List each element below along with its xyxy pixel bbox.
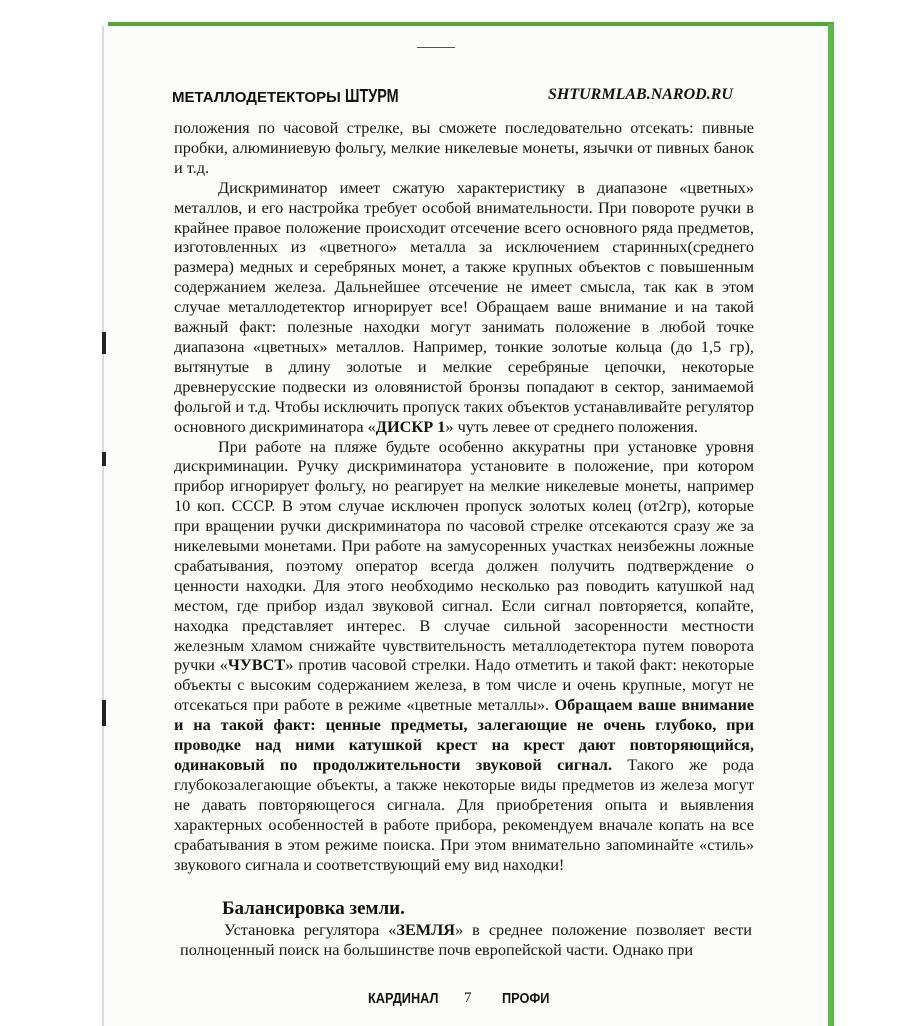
header-brand: ШТУРМ — [344, 86, 399, 106]
binding-mark — [102, 700, 106, 726]
top-dash — [417, 47, 455, 48]
paragraph-3-mid: » против часовой стрелки. Надо отметить и такой факт: некоторые объекты с высоким содержанием железа, в том числе и очень крупные, могут не отсекаться при работе в режиме «цветные металлы». — [174, 655, 755, 715]
footer-right: ПРОФИ — [502, 990, 550, 1007]
paragraph-3-text: При работе на пляже будьте особенно аккуратны при установке уровня дискриминации. Ручку дискриминатора установите в положение, при котором прибор игнорирует фольгу, но реагирует на мелкие никелевые монеты, например 10 коп. СССР. В этом случае исключен пропуск золотых колец (от2гр), которые при вращении ручки дискриминатора по часовой стрелке отсекаются сразу же за никелевыми монетами. При работе на замусоренных участках неизбежны ложные срабатывания, поэтому оператор всегда должен получить подтверждение о ценности находки. Для этого необходимо несколько раз поводить катушкой над местом, где прибор издал звуковой сигнал. Если сигнал повторяется, копайте, находка представляет интерес. В случае сильной засоренности местности железным хламом снижайте чувствительность металлодетектора путем поворота ручки « — [174, 436, 754, 675]
body-text — [174, 118, 754, 874]
dial-label-chuvst: ЧУВСТ — [227, 655, 286, 675]
green-cover-edge-right — [828, 24, 834, 1026]
running-header-right: SHTURMLAB.NAROD.RU — [548, 86, 733, 103]
binding-mark — [102, 332, 106, 354]
paragraph-2 — [174, 178, 754, 437]
section-text — [180, 920, 752, 960]
header-title: МЕТАЛЛОДЕТЕКТОРЫ — [172, 89, 345, 106]
paragraph-3 — [174, 437, 754, 875]
dial-label-diskr1: ДИСКР 1 — [375, 416, 446, 436]
paragraph-1: положения по часовой стрелке, вы сможете последовательно отсекать: пивные пробки, алюминиевую фольгу, мелкие никелевые монеты, язычки от пивных банок и т.д. — [174, 118, 754, 177]
section-heading: Балансировка земли. — [222, 898, 405, 919]
section-paragraph-start: Установка регулятора « — [224, 920, 397, 939]
paragraph-2-text: Дискриминатор имеет сжатую характеристику в диапазоне «цветных» металлов, и его настройка требует особой внимательности. При повороте ручки в крайнее правое положение происходит отсечение всего основного ряда предметов, изготовленных из «цветного» металла за исключением старинных(среднего размера) медных и серебряных монет, а также крупных объектов с повышенным содержанием железа. Дальнейшее отсечение не имеет смысла, так как в этом случае металлодетектор игнорирует все! Обращаем ваше внимание и на такой важный факт: полезные находки могут занимать положение в любой точке диапазона «цветных» металлов. Например, тонкие золотые кольца (до 1,5 гр), вытянутые в длину золотые и мелкие серебряные цепочки, некоторые древнерусские подвески из оловянистой бронзы попадают в сектор, занимаемой фольгой и т.д. Чтобы исключить пропуск таких объектов устанавливайте регулятор основного дискриминатора « — [174, 177, 754, 436]
binding-mark — [102, 452, 106, 466]
section-paragraph-end: » в среднее положение позволяет вести полноценный поиск на большинстве почв европейской части. Однако при — [180, 920, 752, 959]
footer-left: КАРДИНАЛ — [368, 990, 439, 1007]
dial-label-zemlya: ЗЕМЛЯ — [396, 920, 456, 939]
paragraph-3-emphasis: Обращаем ваше внимание и на такой факт: ценные предметы, залегающие не очень глубоко, при проводке над ними катушкой крест на крест дают повторяющийся, одинаковый по продолжительности звуковой сигнал. — [174, 695, 754, 774]
section-paragraph — [180, 920, 752, 960]
page-number: 7 — [464, 990, 472, 1006]
running-header-left — [172, 86, 412, 107]
paragraph-3-end: Такого же рода глубокозалегающие объекты, а также некоторые виды предметов из железа могут не давать повторяющегося сигнала. Для приобретения опыта и выявления характерных особенностей в работе прибора, рекомендуем вначале копать на все срабатывания в этом режиме поиска. При этом внимательно запоминайте «стиль» звукового сигнала и соответствующий ему вид находки! — [174, 755, 754, 874]
paragraph-2-end: » чуть левее от среднего положения. — [445, 416, 698, 436]
